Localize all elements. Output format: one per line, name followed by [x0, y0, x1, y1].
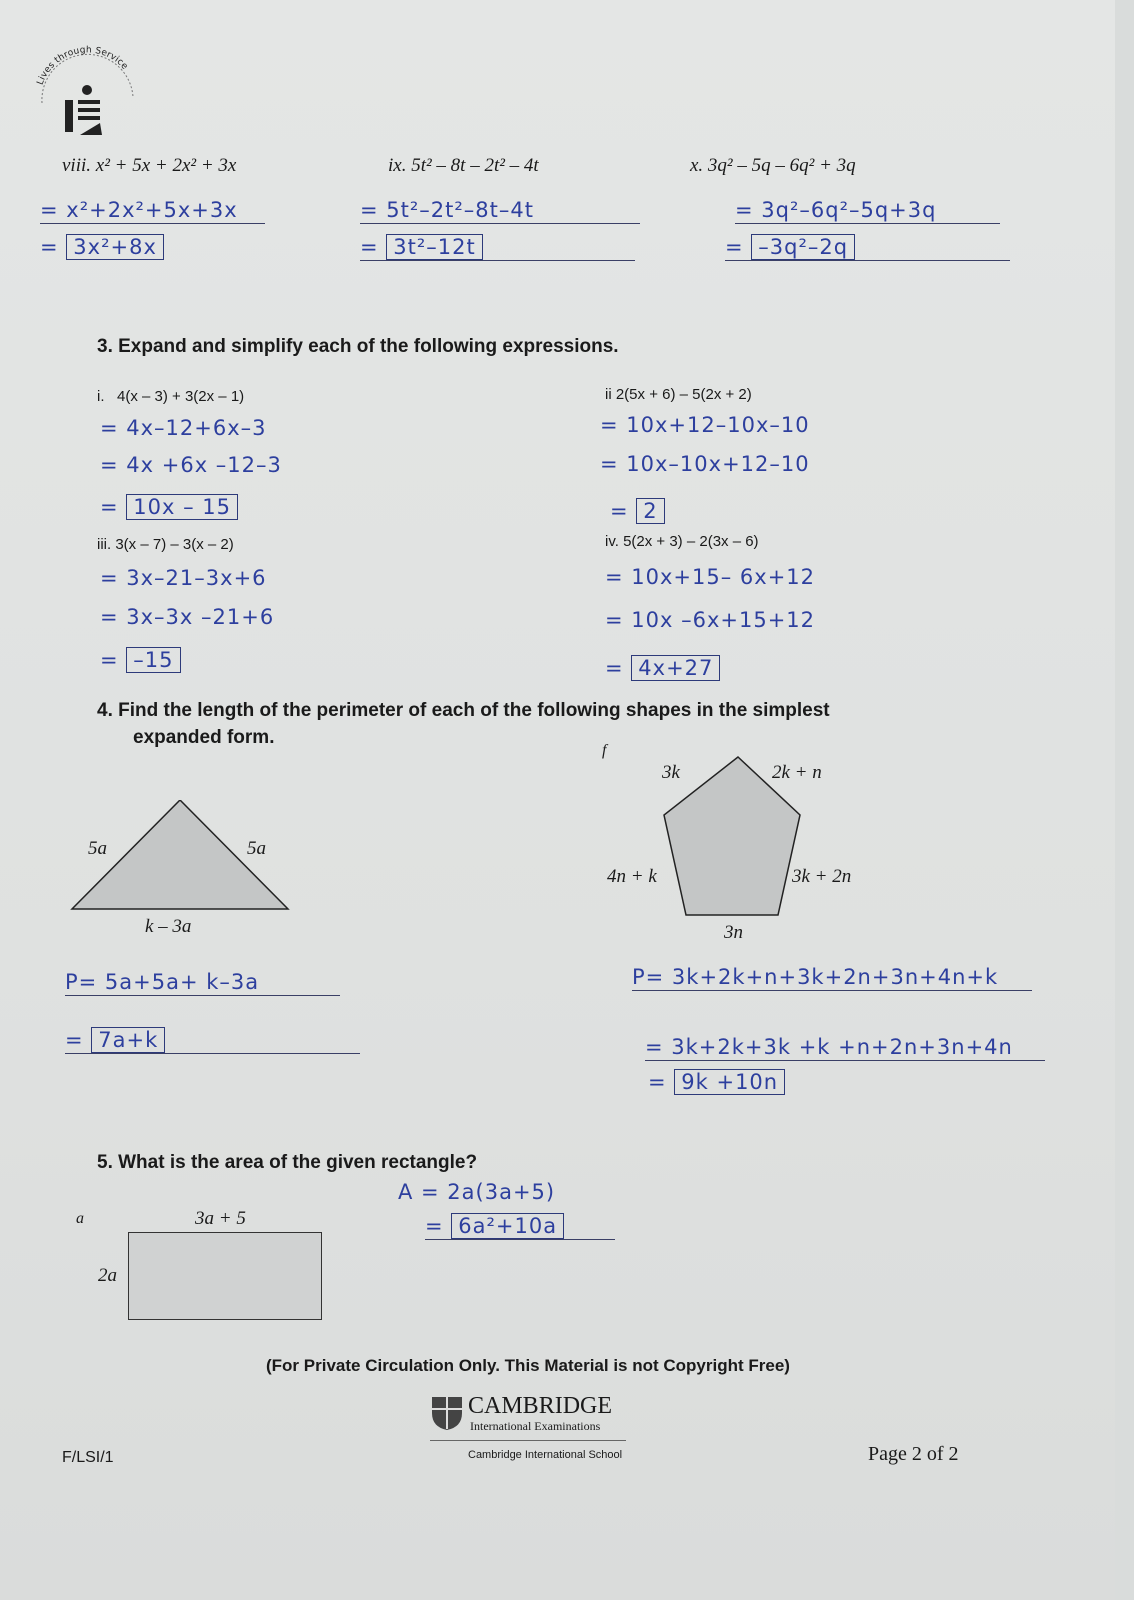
school-name: Cambridge International School [468, 1449, 623, 1461]
text-label: 2(5x + 6) – 5(2x + 2) [615, 386, 752, 403]
text-label: = 4x–12+6x–3 [100, 416, 267, 440]
text-label: ix. [388, 155, 407, 176]
document-code: F/LSI/1 [62, 1449, 114, 1466]
figure-part [78, 108, 100, 112]
text-label: 5(2x + 3) – 2(3x – 6) [623, 533, 759, 550]
text-label: 5a [247, 838, 266, 859]
text-label: –3q²–2q [751, 234, 855, 260]
figure-part [388, 155, 539, 177]
figure-part [605, 533, 759, 550]
text-label: viii. [62, 155, 92, 176]
text-label: CAMBRIDGE [468, 1393, 613, 1419]
text-label: International Examinations [470, 1419, 601, 1433]
text-label: a [76, 1210, 84, 1227]
answer: = 3x²+8x [40, 235, 164, 259]
text-label: 3x²+8x [66, 234, 164, 260]
text-label: k – 3a [145, 916, 192, 937]
text-label: 2k + n [772, 762, 822, 783]
text-label: 6a²+10a [451, 1213, 564, 1239]
school-logo [30, 45, 145, 140]
figure-part [62, 155, 236, 177]
text-label: 2 [636, 498, 664, 524]
text-label: 3k [662, 762, 680, 783]
text-label: i. [97, 388, 105, 405]
figure-part [97, 536, 234, 553]
figure-part [36, 45, 130, 86]
question-4-heading: 4. Find the length of the perimeter of each of the following shapes in the simplest [97, 700, 830, 721]
text-label: 2a [98, 1265, 117, 1286]
text-label: 3n [724, 922, 743, 943]
text-label: ii [605, 386, 612, 403]
text-label: iv. [605, 533, 619, 550]
text-label: 4x+27 [631, 655, 720, 681]
figure-part [65, 100, 73, 132]
figure-part: = 9k +10n [648, 1070, 785, 1094]
figure-part: = –15 [100, 648, 181, 672]
text-label: 5a [88, 838, 107, 859]
text-label: = 3k+2k+3k +k +n+2n+3n+4n [645, 1035, 1045, 1061]
figure-part [430, 1440, 626, 1441]
text-label: 3k + 2n [792, 866, 852, 887]
figure-part: = 6a²+10a [425, 1214, 615, 1240]
answer: = –3q²–2q [725, 235, 1010, 261]
text-label: 4n + k [607, 866, 657, 887]
text-label: = 3x–3x –21+6 [100, 605, 275, 629]
working-step: = x²+2x²+5x+3x [40, 198, 265, 224]
text-label: –15 [126, 647, 180, 673]
text-label: = 10x –6x+15+12 [605, 608, 816, 632]
text-label: = 10x–10x+12–10 [600, 452, 810, 476]
text-label: x² + 5x + 2x² + 3x [95, 155, 237, 176]
cambridge-logo [430, 1393, 613, 1433]
figure-part: = 4x+27 [605, 656, 720, 680]
figure-part [78, 100, 100, 104]
text-label: 5t² – 8t – 2t² – 4t [411, 155, 539, 176]
question-5-heading: 5. What is the area of the given rectangle? [97, 1152, 478, 1173]
text-label: 3t²–12t [386, 234, 482, 260]
figure-part: = 7a+k [65, 1028, 360, 1054]
figure-part [80, 123, 102, 135]
page-number: Page 2 of 2 [868, 1443, 959, 1465]
working-step: = 3q²–6q²–5q+3q [735, 198, 1000, 224]
text-label: A = 2a(3a+5) [398, 1180, 556, 1204]
text-label: f [602, 742, 607, 759]
question-3-heading: 3. Expand and simplify each of the following expressions. [97, 336, 619, 357]
logo-motto: Lives through Service [35, 45, 130, 87]
text-label: 9k +10n [674, 1069, 785, 1095]
figure-part [78, 116, 100, 120]
text-label: P= 5a+5a+ k–3a [65, 970, 340, 996]
text-label: 4(x – 3) + 3(2x – 1) [117, 388, 245, 405]
text-label: iii. [97, 536, 112, 553]
figure-part: = 10x – 15 [100, 495, 238, 519]
text-label: 3(x – 7) – 3(x – 2) [115, 536, 234, 553]
cambridge-crest-icon [430, 1395, 464, 1431]
text-label: = 3x–21–3x+6 [100, 566, 267, 590]
figure-part [30, 45, 145, 140]
text-label: 10x – 15 [126, 494, 238, 520]
text-label: P= 3k+2k+n+3k+2n+3n+4n+k [632, 965, 1032, 991]
text-label: = 4x +6x –12–3 [100, 453, 282, 477]
text-label: 7a+k [91, 1027, 165, 1053]
figure-part [97, 388, 244, 405]
copyright-notice: (For Private Circulation Only. This Material is not Copyright Free) [266, 1356, 790, 1375]
text-label: 3a + 5 [195, 1208, 246, 1229]
triangle-shape [60, 800, 300, 920]
figure-part [690, 155, 856, 177]
answer: = 3t²–12t [360, 235, 635, 261]
text-label: = 10x+12–10x–10 [600, 413, 810, 437]
figure-part: = 2 [610, 499, 665, 523]
text-label: 3q² – 5q – 6q² + 3q [707, 155, 856, 176]
figure-part [605, 386, 752, 403]
working-step: = 5t²–2t²–8t–4t [360, 198, 640, 224]
text-label: = 10x+15– 6x+12 [605, 565, 816, 589]
text-label: x. [690, 155, 704, 176]
figure-part [82, 85, 92, 95]
rectangle-shape [128, 1232, 322, 1320]
question-4-heading-cont: expanded form. [133, 727, 275, 748]
